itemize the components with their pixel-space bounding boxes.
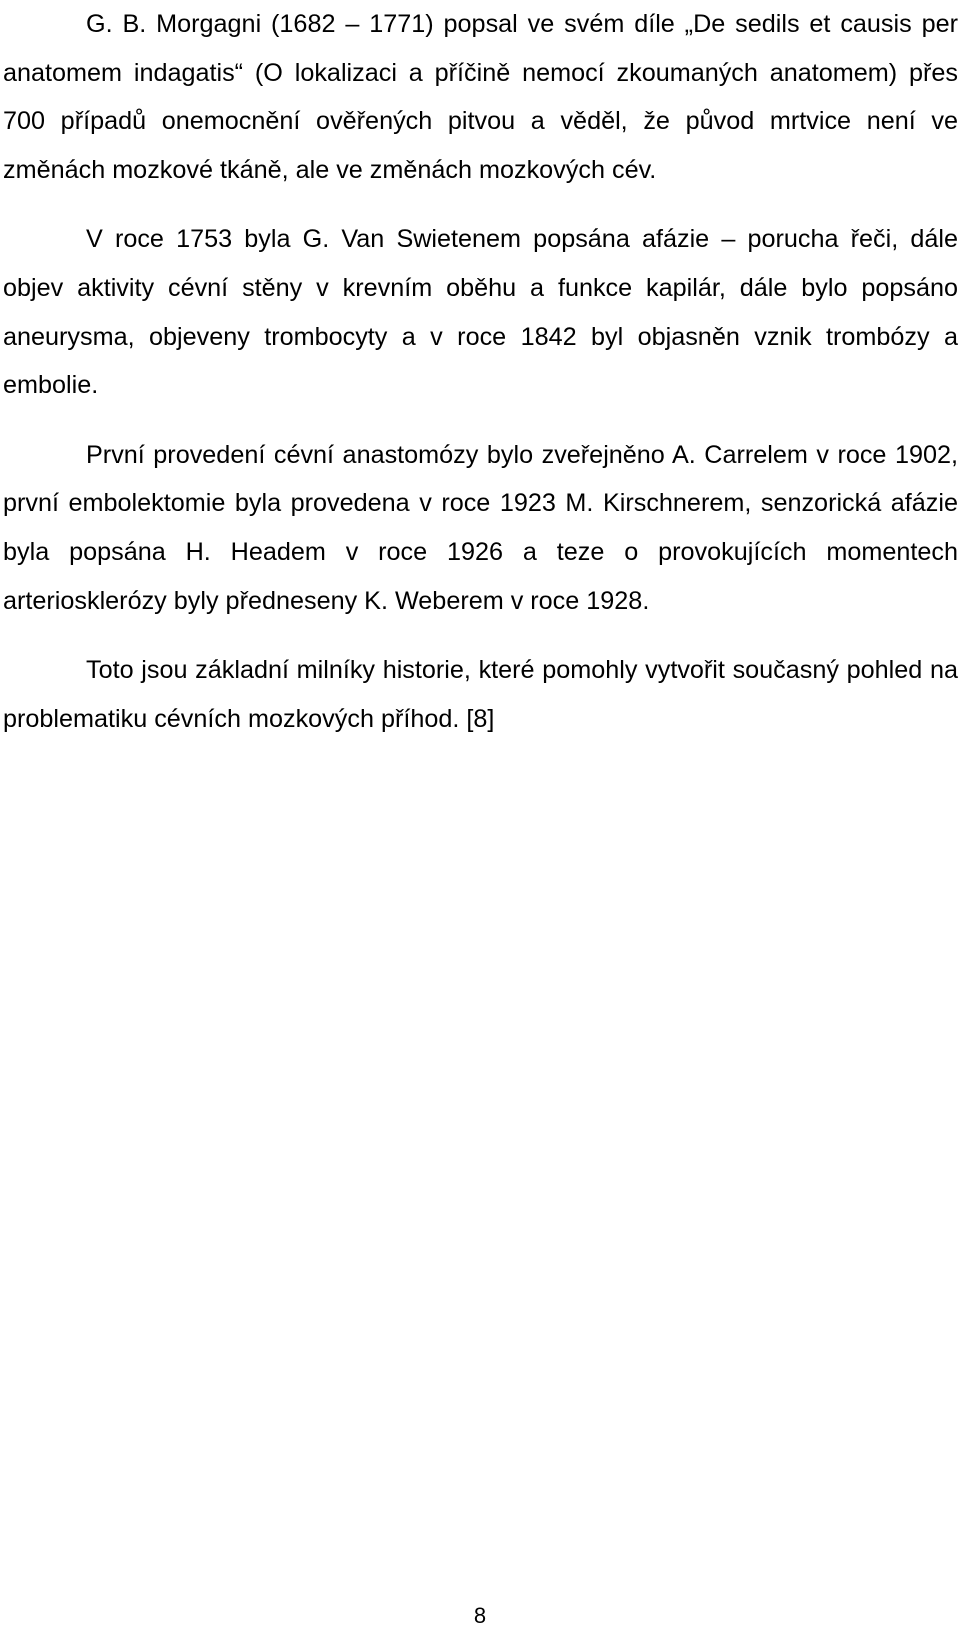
page-number: 8 — [473, 1603, 487, 1628]
paragraph-morgagni: G. B. Morgagni (1682 – 1771) popsal ve svém díle „De sedils et causis per anatomem indagatis“ (O lokalizaci a příčině nemocí zkoumaných anatomem) přes 700 případů onemocnění ověřených pitvou a věděl, že původ mrtvice není ve změnách mozkové tkáně, ale ve změnách mozkových cév. — [3, 10, 958, 184]
paragraph-van-swieten: V roce 1753 byla G. Van Swietenem popsána afázie – porucha řeči, dále objev aktivity cévní stěny v krevním oběhu a funkce kapilár, dále bylo popsáno aneurysma, objeveny trombocyty a v roce 1842 byl objasněn vznik trombózy a embolie. — [3, 225, 958, 400]
paragraph-milestones: Toto jsou základní milníky historie, které pomohly vytvořit současný pohled na problematiku cévních mozkových příhod. [8] — [3, 656, 958, 733]
paragraph-carrel: První provedení cévní anastomózy bylo zveřejněno A. Carrelem v roce 1902, první embolektomie byla provedena v roce 1923 M. Kirschnerem, senzorická afázie byla popsána H. Headem v roce 1926 a teze o provokujících momentech arteriosklerózy byly předneseny K. Weberem v roce 1928. — [3, 440, 958, 615]
document-page — [3, 0, 958, 743]
